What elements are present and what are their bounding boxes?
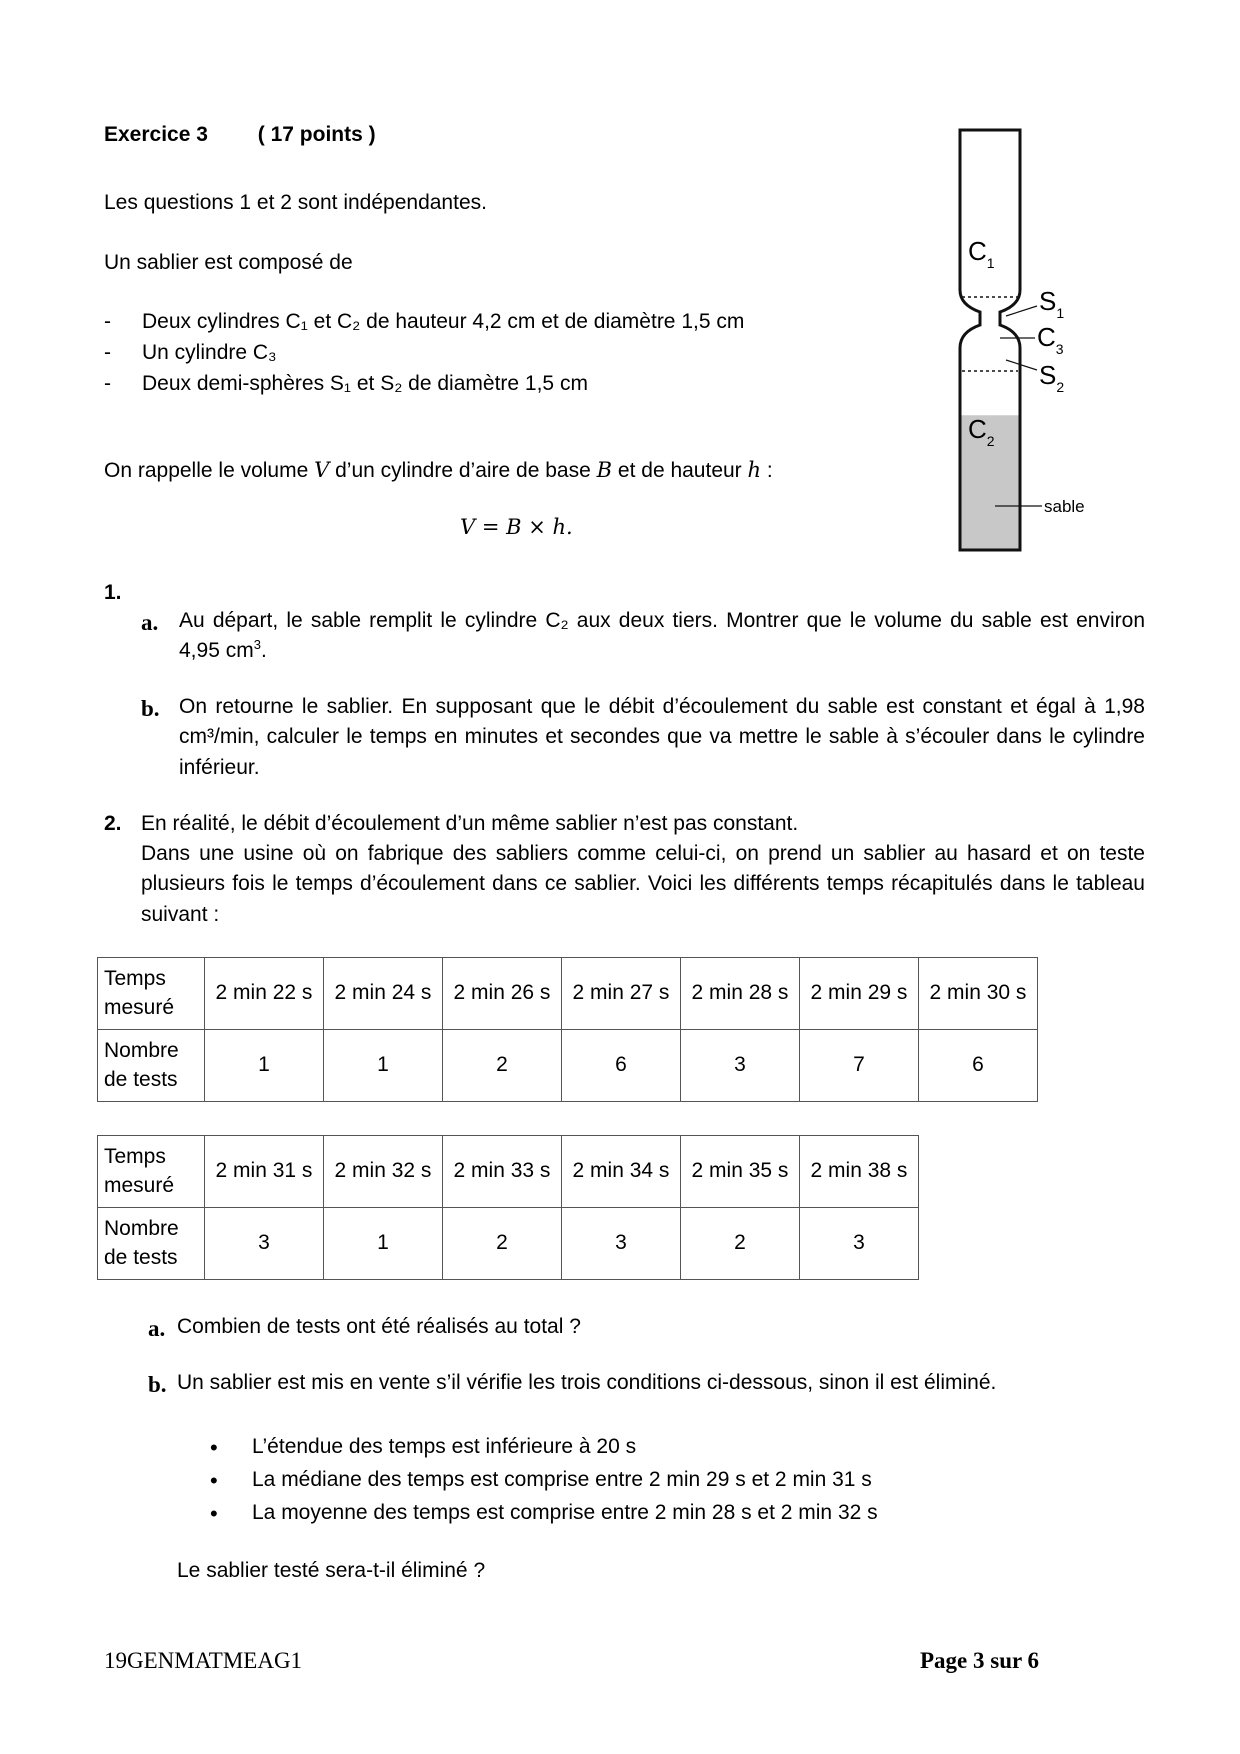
reminder-text: : [761, 459, 773, 482]
time-cell: 2 min 34 s [562, 1136, 681, 1208]
q2b-text: Un sablier est mis en vente s’il vérifie les trois conditions ci-dessous, sinon il est éliminé. [177, 1371, 997, 1394]
count-cell: 3 [681, 1030, 800, 1102]
condition-text: L’étendue des temps est inférieure à 20 s [252, 1435, 637, 1458]
condition-text: La moyenne des temps est comprise entre 2 min 28 s et 2 min 32 s [252, 1501, 878, 1524]
exercise-points: ( 17 points ) [257, 123, 376, 146]
conditions-list [210, 1432, 1010, 1531]
row-header: Temps mesuré [98, 1136, 205, 1208]
list-item [210, 1498, 1010, 1531]
count-cell: 2 [443, 1208, 562, 1280]
q1b-text: On retourne le sablier. En supposant que le débit d’écoulement du sable est constant et égal à 1,98 cm³/min, calculer le temps en minutes et secondes que va mettre le sable à s’écouler dans le cylindre inférieur. [179, 695, 1145, 779]
list-item [104, 338, 804, 369]
reminder-text: d’un cylindre d’aire de base [329, 459, 597, 482]
exercise-number: Exercice 3 [104, 123, 208, 146]
table-row [98, 958, 1038, 1030]
list-item-text: Un cylindre C₃ [142, 341, 277, 364]
q1a-end: . [260, 639, 267, 663]
exercise-title [104, 120, 376, 150]
list-dash: - [104, 310, 111, 333]
table-row [98, 1136, 919, 1208]
count-cell: 2 [681, 1208, 800, 1280]
label-sand: sable [1044, 497, 1085, 516]
bullet-icon: • [210, 1435, 218, 1460]
q2-number: 2. [104, 812, 122, 835]
volume-formula: V = B × h. [460, 515, 573, 539]
time-cell: 2 min 29 s [800, 958, 919, 1030]
q1a-text [179, 606, 1145, 667]
reminder-text: On rappelle le volume [104, 459, 315, 482]
q2a-label: a. [148, 1316, 166, 1341]
label-s1: $S_1$ [1039, 286, 1065, 321]
list-item-text: Deux demi-sphères S₁ et S₂ de diamètre 1,5 cm [142, 372, 588, 395]
list-dash: - [104, 372, 111, 395]
var-b: B [596, 458, 613, 482]
time-cell: 2 min 26 s [443, 958, 562, 1030]
row-header: Nombre de tests [98, 1030, 205, 1102]
time-cell: 2 min 22 s [205, 958, 324, 1030]
times-table-2 [97, 1135, 919, 1280]
intro-independent: Les questions 1 et 2 sont indépendantes. [104, 191, 487, 214]
time-cell: 2 min 33 s [443, 1136, 562, 1208]
times-table-1 [97, 957, 1038, 1102]
list-item [104, 369, 804, 400]
row-header: Nombre de tests [98, 1208, 205, 1280]
list-item [210, 1465, 1010, 1498]
q2a-text: Combien de tests ont été réalisés au total ? [177, 1315, 581, 1338]
volume-reminder [104, 455, 773, 486]
bullet-icon: • [210, 1468, 218, 1493]
q1a-label: a. [141, 610, 159, 635]
list-item [104, 307, 804, 338]
time-cell: 2 min 24 s [324, 958, 443, 1030]
q2b-label: b. [148, 1372, 167, 1397]
time-cell: 2 min 38 s [800, 1136, 919, 1208]
label-c1: $C_1$ [968, 236, 995, 271]
time-cell: 2 min 27 s [562, 958, 681, 1030]
list-dash: - [104, 341, 111, 364]
q1b-label: b. [141, 696, 160, 721]
list-item-text: Deux cylindres C₁ et C₂ de hauteur 4,2 cm et de diamètre 1,5 cm [142, 310, 745, 333]
count-cell: 6 [919, 1030, 1038, 1102]
count-cell: 1 [205, 1030, 324, 1102]
count-cell: 1 [324, 1208, 443, 1280]
q1-number: 1. [104, 581, 122, 604]
reminder-text: et de hauteur [612, 459, 748, 482]
count-cell: 2 [443, 1030, 562, 1102]
table-row [98, 1030, 1038, 1102]
q1a-body: Au départ, le sable remplit le cylindre C₂ aux deux tiers. Montrer que le volume du sable est environ 4,95 cm [179, 609, 1145, 663]
var-h: h [747, 458, 762, 482]
footer-page: Page 3 sur 6 [920, 1648, 1040, 1673]
q1a-exponent: 3 [253, 637, 261, 653]
condition-text: La médiane des temps est comprise entre 2 min 29 s et 2 min 31 s [252, 1468, 872, 1491]
count-cell: 3 [800, 1208, 919, 1280]
count-cell: 6 [562, 1030, 681, 1102]
count-cell: 7 [800, 1030, 919, 1102]
time-cell: 2 min 32 s [324, 1136, 443, 1208]
var-v: V [314, 458, 330, 482]
count-cell: 1 [324, 1030, 443, 1102]
q2-line1: En réalité, le débit d’écoulement d’un même sablier n’est pas constant. [141, 812, 799, 835]
label-s2: $S_2$ [1039, 360, 1065, 395]
row-header: Temps mesuré [98, 958, 205, 1030]
q2-line2: Dans une usine où on fabrique des sabliers comme celui-ci, on prend un sablier au hasard et on teste plusieurs fois le temps d’écoulement dans ce sablier. Voici les différents temps récapitulés dans le tableau suivant : [141, 842, 1145, 926]
footer-code: 19GENMATMEAG1 [104, 1648, 303, 1673]
count-cell: 3 [562, 1208, 681, 1280]
final-question: Le sablier testé sera-t-il éliminé ? [177, 1559, 486, 1582]
time-cell: 2 min 31 s [205, 1136, 324, 1208]
count-cell: 3 [205, 1208, 324, 1280]
intro-composed: Un sablier est composé de [104, 251, 353, 274]
table-row [98, 1208, 919, 1280]
time-cell: 2 min 30 s [919, 958, 1038, 1030]
label-c2: $C_2$ [968, 414, 995, 449]
list-item [210, 1432, 1010, 1465]
label-c3: $C_3$ [1037, 322, 1064, 357]
bullet-icon: • [210, 1501, 218, 1526]
time-cell: 2 min 28 s [681, 958, 800, 1030]
time-cell: 2 min 35 s [681, 1136, 800, 1208]
hourglass-figure [940, 120, 1110, 560]
components-list [104, 307, 804, 400]
